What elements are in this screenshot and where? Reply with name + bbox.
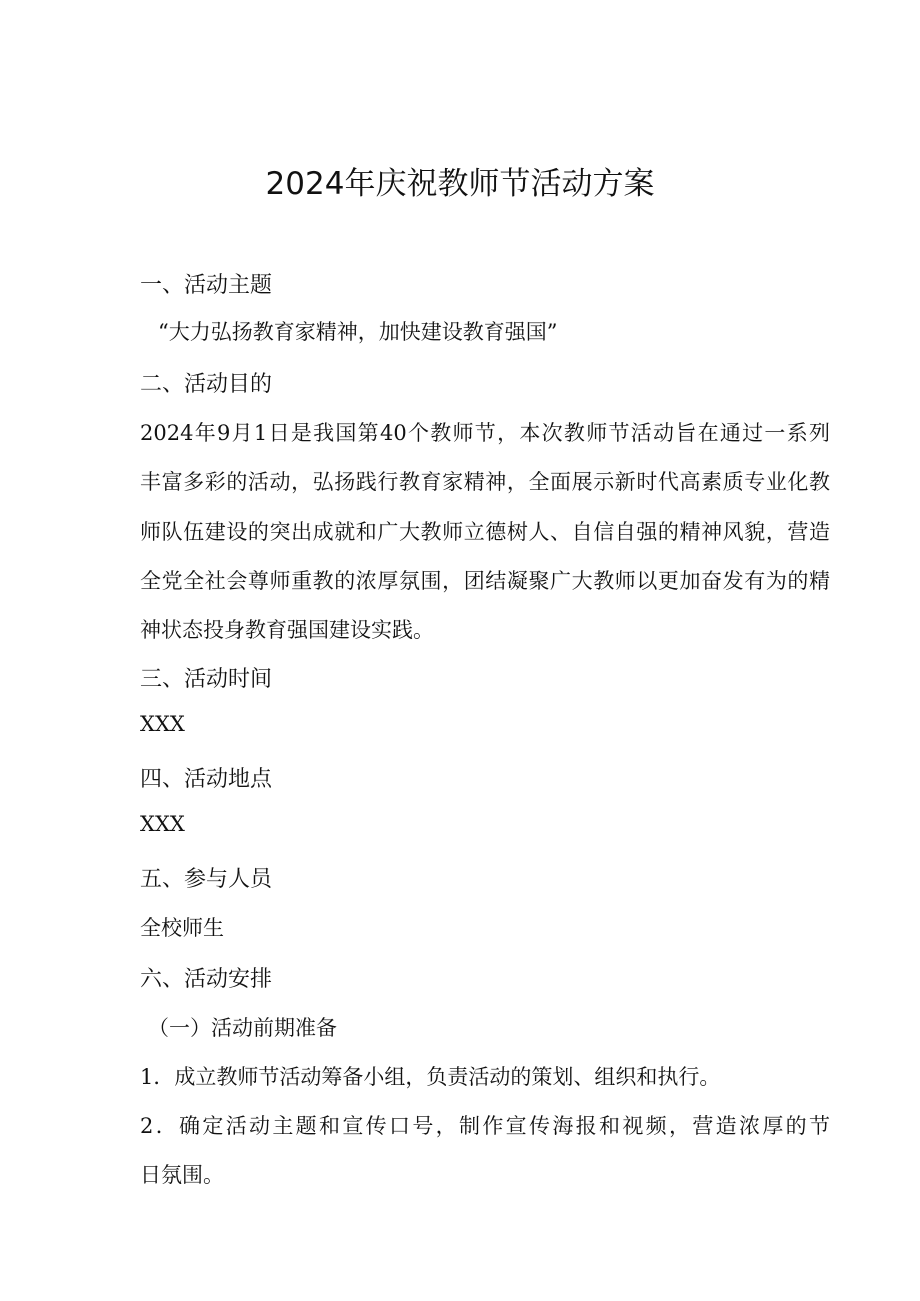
arrangement-item-2-line-2: 日氛围。 [140, 1163, 224, 1187]
location-text: XXX [140, 812, 185, 836]
participants-text: 全校师生 [140, 916, 224, 940]
section-heading-theme: 一、活动主题 [140, 273, 273, 298]
section-heading-time: 三、活动时间 [140, 667, 273, 692]
purpose-line-2: 丰富多彩的活动，弘扬践行教育家精神，全面展示新时代高素质专业化教 [140, 470, 830, 494]
purpose-line-4: 全党全社会尊师重教的浓厚氛围，团结凝聚广大教师以更加奋发有为的精 [140, 569, 830, 593]
purpose-line-1: 2024年9月1日是我国第40个教师节，本次教师节活动旨在通过一系列 [140, 421, 830, 445]
arrangement-item-1: 1．成立教师节活动筹备小组，负责活动的策划、组织和执行。 [140, 1065, 721, 1089]
time-text: XXX [140, 712, 185, 736]
section-heading-participants: 五、参与人员 [140, 867, 273, 892]
theme-text: “大力弘扬教育家精神，加快建设教育强国” [158, 320, 558, 344]
purpose-line-3: 师队伍建设的突出成就和广大教师立德树人、自信自强的精神风貌，营造 [140, 520, 830, 544]
section-heading-purpose: 二、活动目的 [140, 372, 273, 397]
arrangement-subheading: （一）活动前期准备 [148, 1016, 337, 1040]
document-title: 2024年庆祝教师节活动方案 [265, 166, 655, 202]
section-heading-location: 四、活动地点 [140, 767, 273, 792]
section-heading-arrangement: 六、活动安排 [140, 967, 273, 992]
arrangement-item-2-line-1: 2．确定活动主题和宣传口号，制作宣传海报和视频，营造浓厚的节 [140, 1114, 830, 1138]
purpose-line-5: 神状态投身教育强国建设实践。 [140, 618, 434, 642]
